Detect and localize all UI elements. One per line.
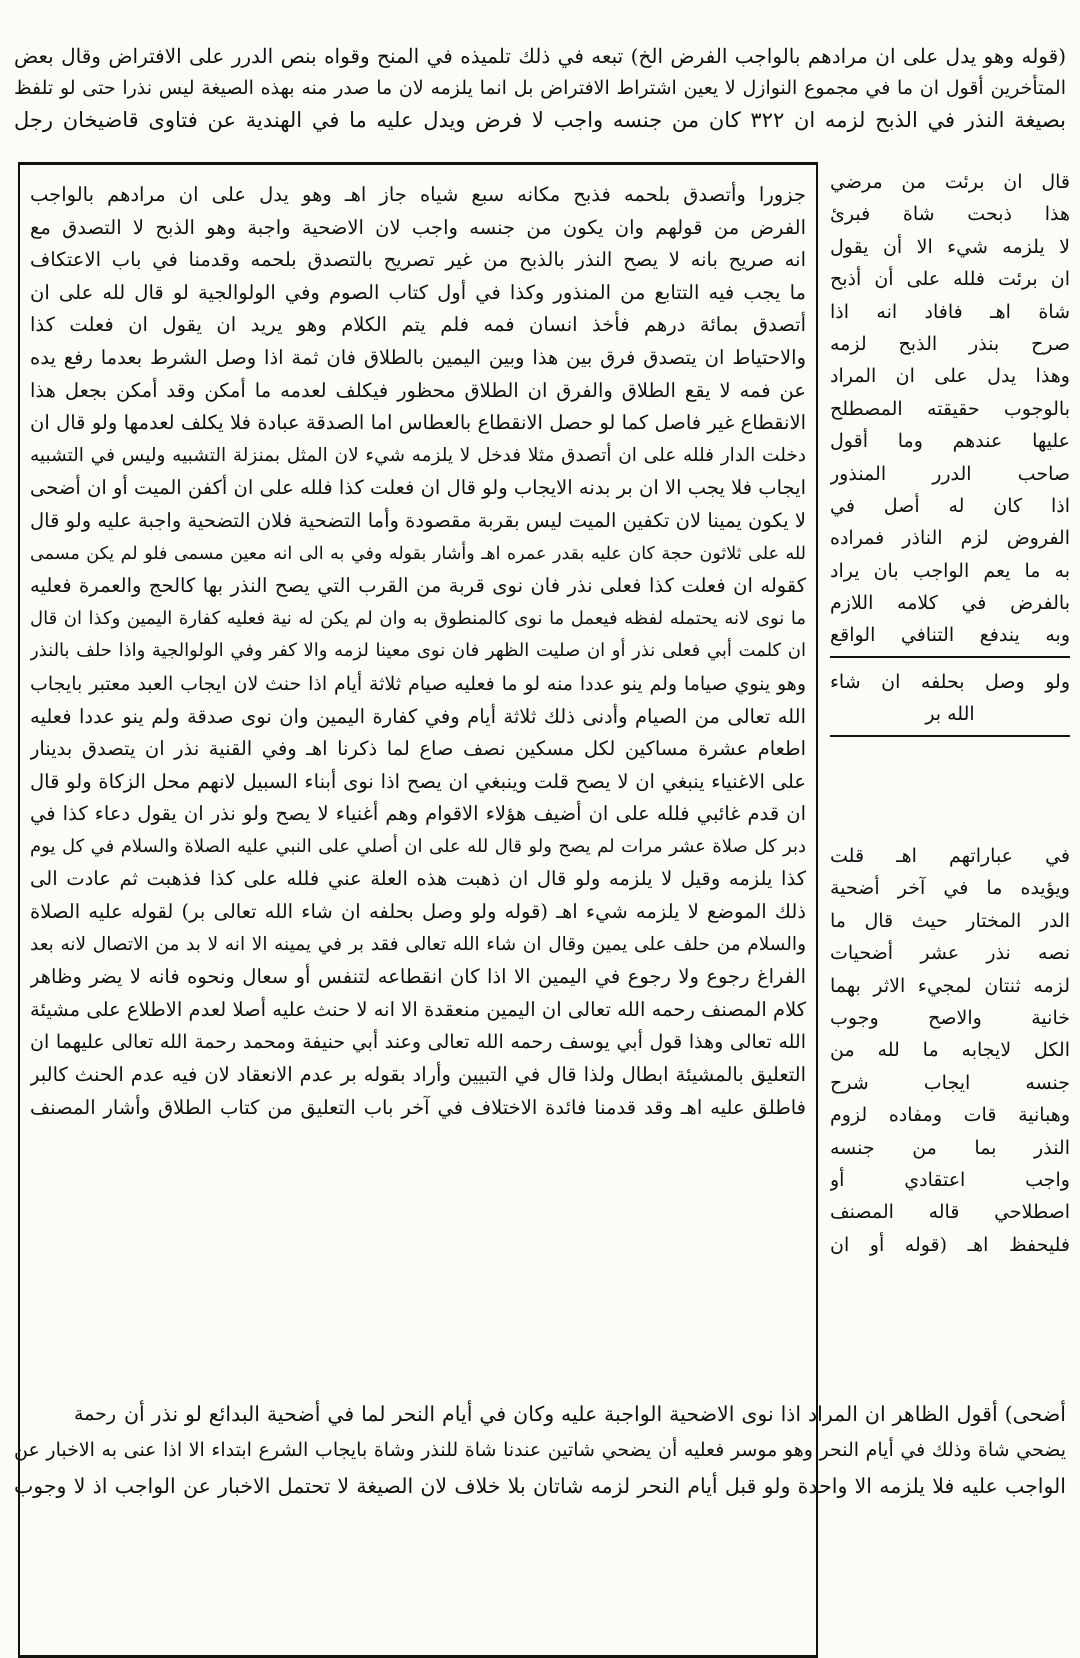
- side-line: جنسه ايجاب شرح: [830, 1071, 1070, 1094]
- side-line: صاحب الدرر المنذور: [830, 462, 1070, 485]
- main-line: ان قدم غائبي فلله على ان أضيف هؤلاء الاقوام وهم أغنياء لا يصح ولو نذر ان يقول دعاء كذا في: [30, 802, 806, 826]
- side-line: بالوجوب حقيقته المصطلح: [830, 397, 1070, 420]
- main-line: الله تعالى من الصيام وأدنى ذلك ثلاثة أيام وفي كفارة اليمين وان نوى صدقة ولم ينو عددا فعليه: [30, 704, 806, 728]
- top-line: المتأخرين أقول ان ما في مجموع النوازل لا يعين اشتراط الافتراض بل انما يلزمه لان ما صدر منه بهذه الصيغة ليس نذرا حتى لو تلفظ: [14, 77, 1066, 99]
- main-line: والاحتياط ان يتصدق فرق بين هذا وبين اليمين بالطلاق فان ثمة اذا وصل الشرط بعدما رفع يده: [30, 345, 806, 369]
- main-line: التعليق بالمشيئة ابطال ولذا قال في التبيين وأراد بقوله بر عدم الانعقاد لان فيه عدم الحنث كالبر: [30, 1063, 806, 1087]
- side-heading: ولو وصل بحلفه ان شاء: [830, 670, 1070, 693]
- side-line: لزمه ثنتان لمجيء الاثر بهما: [830, 974, 1070, 997]
- main-line: ان كلمت أبي فعلى نذر أو ان صليت الظهر فان نوى معينا لزمه والا كفر وفي الولوالجية واذا حلف بالنذر: [30, 640, 806, 662]
- main-line: ما نوى لانه يحتمله لفظه فيعمل ما نوى كالمنطوق به وان لم يكن له نية فعليه كفارة اليمين وكذا ان قال: [30, 607, 806, 629]
- main-line: وهو ينوي صياما ولم ينو عددا منه لو ما فعليه صيام ثلاثة أيام اذا حنث لان ايجاب العبد معتبر بايجاب: [30, 672, 806, 695]
- side-line: ويؤيده ما في آخر أضحية: [830, 877, 1070, 900]
- main-line: فاطلق عليه اهـ وقد قدمنا فائدة الاختلاف في آخر باب التعليق من كتاب الطلاق وأشار المصنف: [30, 1095, 806, 1119]
- side-line: بالفرض في كلامه اللازم: [830, 592, 1070, 615]
- top-line: بصيغة النذر في الذبح لزمه ان ٣٢٢ كان من جنسه واجب لا فرض ويدل عليه ما في الهندية عن فتاوى قاضيخان رجل: [14, 108, 1066, 132]
- main-line: كذا يلزمه وقيل لا يلزمه ولو قال ان ذهبت هذه العلة عني فلله على كذا فذهبت ثم عادت الى: [30, 867, 806, 891]
- side-margin-lower: [830, 840, 1070, 1261]
- main-line: كلام المصنف رحمه الله تعالى ان اليمين منعقدة الا انه لا حنث عليه أصلا لعدم الاطلاع على مشيئة: [30, 997, 806, 1021]
- side-line: الدر المختار حيث قال ما: [830, 909, 1070, 932]
- main-line: عن فمه لا يقع الطلاق والفرق ان الطلاق محظور فيكلف لعدمه ما أمكن وقد أمكن بجعل هذا: [30, 378, 806, 402]
- top-commentary: [14, 40, 1066, 136]
- top-line: (قوله وهو يدل على ان مرادهم بالواجب الفرض الخ) تبعه في ذلك تلميذه في المنح وقواه بنص الدرر على الافتراض وقال بعض: [14, 44, 1066, 68]
- main-line: والسلام من حلف على يمين وقال ان شاء الله تعالى فقد بر في يمينه الا انه لا بد من الاتصال لانه بعد: [30, 933, 806, 955]
- side-line: النذر بما من جنسه: [830, 1136, 1070, 1159]
- side-line: هذا ذبحت شاة فبرئ: [830, 203, 1070, 226]
- side-line: لا يلزمه شيء الا أن يقول: [830, 235, 1070, 258]
- main-line: ذلك الموضع لا يلزمه شيء اهـ (قوله ولو وصل بحلفه ان شاء الله تعالى بر) لقوله عليه الصلاة: [30, 900, 806, 924]
- main-line: لا يكون يمينا لان تكفين الميت ليس بقربة مقصودة وأما التضحية فلان التضحية واجبة عليه ولو قال: [30, 508, 806, 532]
- main-line: الفرض من قولهم وان يكون من جنسه واجب لان الاضحية واجبة وهو الذبح لا التصدق مع: [30, 215, 806, 239]
- side-line: نصه نذر عشر أضحيات: [830, 942, 1070, 965]
- bottom-line: يضحي شاة وذلك في أيام النحر وهو موسر فعليه أن يضحي شاتين عندنا شاة للنذر وشاة بايجاب الشرع ابتداء الا اذا عنى به الاخبار عن: [14, 1439, 1066, 1461]
- bottom-commentary: [14, 1396, 1066, 1504]
- side-line: الفروض لزم الناذر فمراده: [830, 527, 1070, 550]
- side-line: ان برئت فلله على أن أذبح: [830, 268, 1070, 291]
- catchword: رحمة: [74, 1403, 117, 1425]
- side-line: صرح بنذر الذبح لزمه: [830, 332, 1070, 355]
- side-line: عليها عندهم وما أقول: [830, 430, 1070, 453]
- side-line: به ما يعم الواجب بان يراد: [830, 559, 1070, 582]
- main-line: لله على ثلاثون حجة كان عليه بقدر عمره اهـ وأشار بقوله وفي به الى انه معين مسمى فلو لم يكن مسمى: [30, 543, 806, 564]
- side-margin-upper: [830, 166, 1070, 745]
- side-heading: الله بر: [925, 703, 975, 726]
- side-line: وهذا يدل على ان المراد: [830, 365, 1070, 388]
- main-line: على الاغنياء ينبغي ان لا يصح قلت وينبغي ان يصح اذا نوى أبناء السبيل لانهم محل الزكاة ولو قال: [30, 769, 806, 793]
- main-line: اطعام عشرة مساكين لكل مسكين نصف صاع لما ذكرنا اهـ وفي القنية نذر ان يتصدق بدينار: [30, 737, 806, 761]
- side-line: واجب اعتقادي أو: [830, 1168, 1070, 1191]
- side-line: وبه يندفع التنافي الواقع: [830, 624, 1070, 647]
- main-line: ما يجب فيه التتابع من المنذور وكذا في أول كتاب الصوم وفي الولوالجية لو قال لله على ان: [30, 280, 806, 304]
- side-line: اذا كان له أصل في: [830, 494, 1070, 517]
- side-line: اصطلاحي قاله المصنف: [830, 1201, 1070, 1224]
- side-divider: [830, 656, 1070, 658]
- main-line: كقوله ان فعلت كذا فعلى نذر فان نوى قربة من القرب التي يصح النذر بها كالحج والعمرة فعليه: [30, 574, 806, 598]
- main-line: ايجاب فلا يجب الا ان بر بدنه الايجاب ولو قال ان فعلت كذا فلله على ان أكفن الميت أو ان أضحى: [30, 476, 806, 500]
- side-line: الكل لايجابه ما لله من: [830, 1039, 1070, 1062]
- side-line: في عباراتهم اهـ قلت: [830, 845, 1070, 867]
- side-divider: [830, 735, 1070, 737]
- main-line: دبر كل صلاة عشر مرات لم يصح ولو قال لله على ان أصلي على النبي عليه الصلاة والسلام في كل يوم: [30, 835, 806, 857]
- bottom-line: الواجب عليه فلا يلزمه الا واحدة ولو قبل أيام النحر لزمه شاتان بلا خلاف لان الصيغة لا تحتمل الاخبار عن الواجب اذ لا وجوب: [14, 1474, 1066, 1498]
- side-line: خانية والاصح وجوب: [830, 1006, 1070, 1029]
- side-line: وهبانية قات ومفاده لزوم: [830, 1104, 1070, 1127]
- main-line: دخلت الدار فلله على ان أتصدق مثلا فدخل لا يلزمه شيء لان المثل بمنزلة التشبيه وليس في التشبيه: [30, 444, 806, 466]
- side-line: فليحفظ اهـ (قوله أو ان: [830, 1233, 1070, 1256]
- side-line: شاة اهـ فافاد انه اذا: [830, 300, 1070, 323]
- side-line: قال ان برئت من مرضي: [830, 171, 1070, 193]
- main-line: الفراغ رجوع ولا رجوع في اليمين الا اذا كان انقطاعه لتنفس أو سعال ونحوه فانه لا يضر وظاهر: [30, 965, 806, 989]
- main-line: جزورا وأتصدق بلحمه فذبح مكانه سبع شياه جاز اهـ وهو يدل على ان مرادهم بالواجب: [30, 183, 806, 206]
- bottom-line: أضحى) أقول الظاهر ان المراد اذا نوى الاضحية الواجبة عليه وكان في أيام النحر لما في أضحية البدائع لو نذر أن: [124, 1402, 1066, 1426]
- main-line: أتصدق بمائة درهم فأخذ انسان فمه فلم يتم الكلام وهو يريد ان يقول ان فعلت كذا: [30, 313, 806, 337]
- main-line: الانقطاع غير فاصل كما لو حصل الانقطاع بالعطاس اما الصدقة عبادة فلا يكلف لعدمها ولو قال ان: [30, 411, 806, 435]
- main-line: الله تعالى وهذا قول أبي يوسف رحمه الله تعالى وعند أبي حنيفة ومحمد رحمة الله تعالى عليهما ان: [30, 1031, 806, 1054]
- main-line: انه صريح بانه لا يصح النذر بالذبح من غير تصريح بالتصدق بلحمه وقدمنا في باب الاعتكاف: [30, 248, 806, 272]
